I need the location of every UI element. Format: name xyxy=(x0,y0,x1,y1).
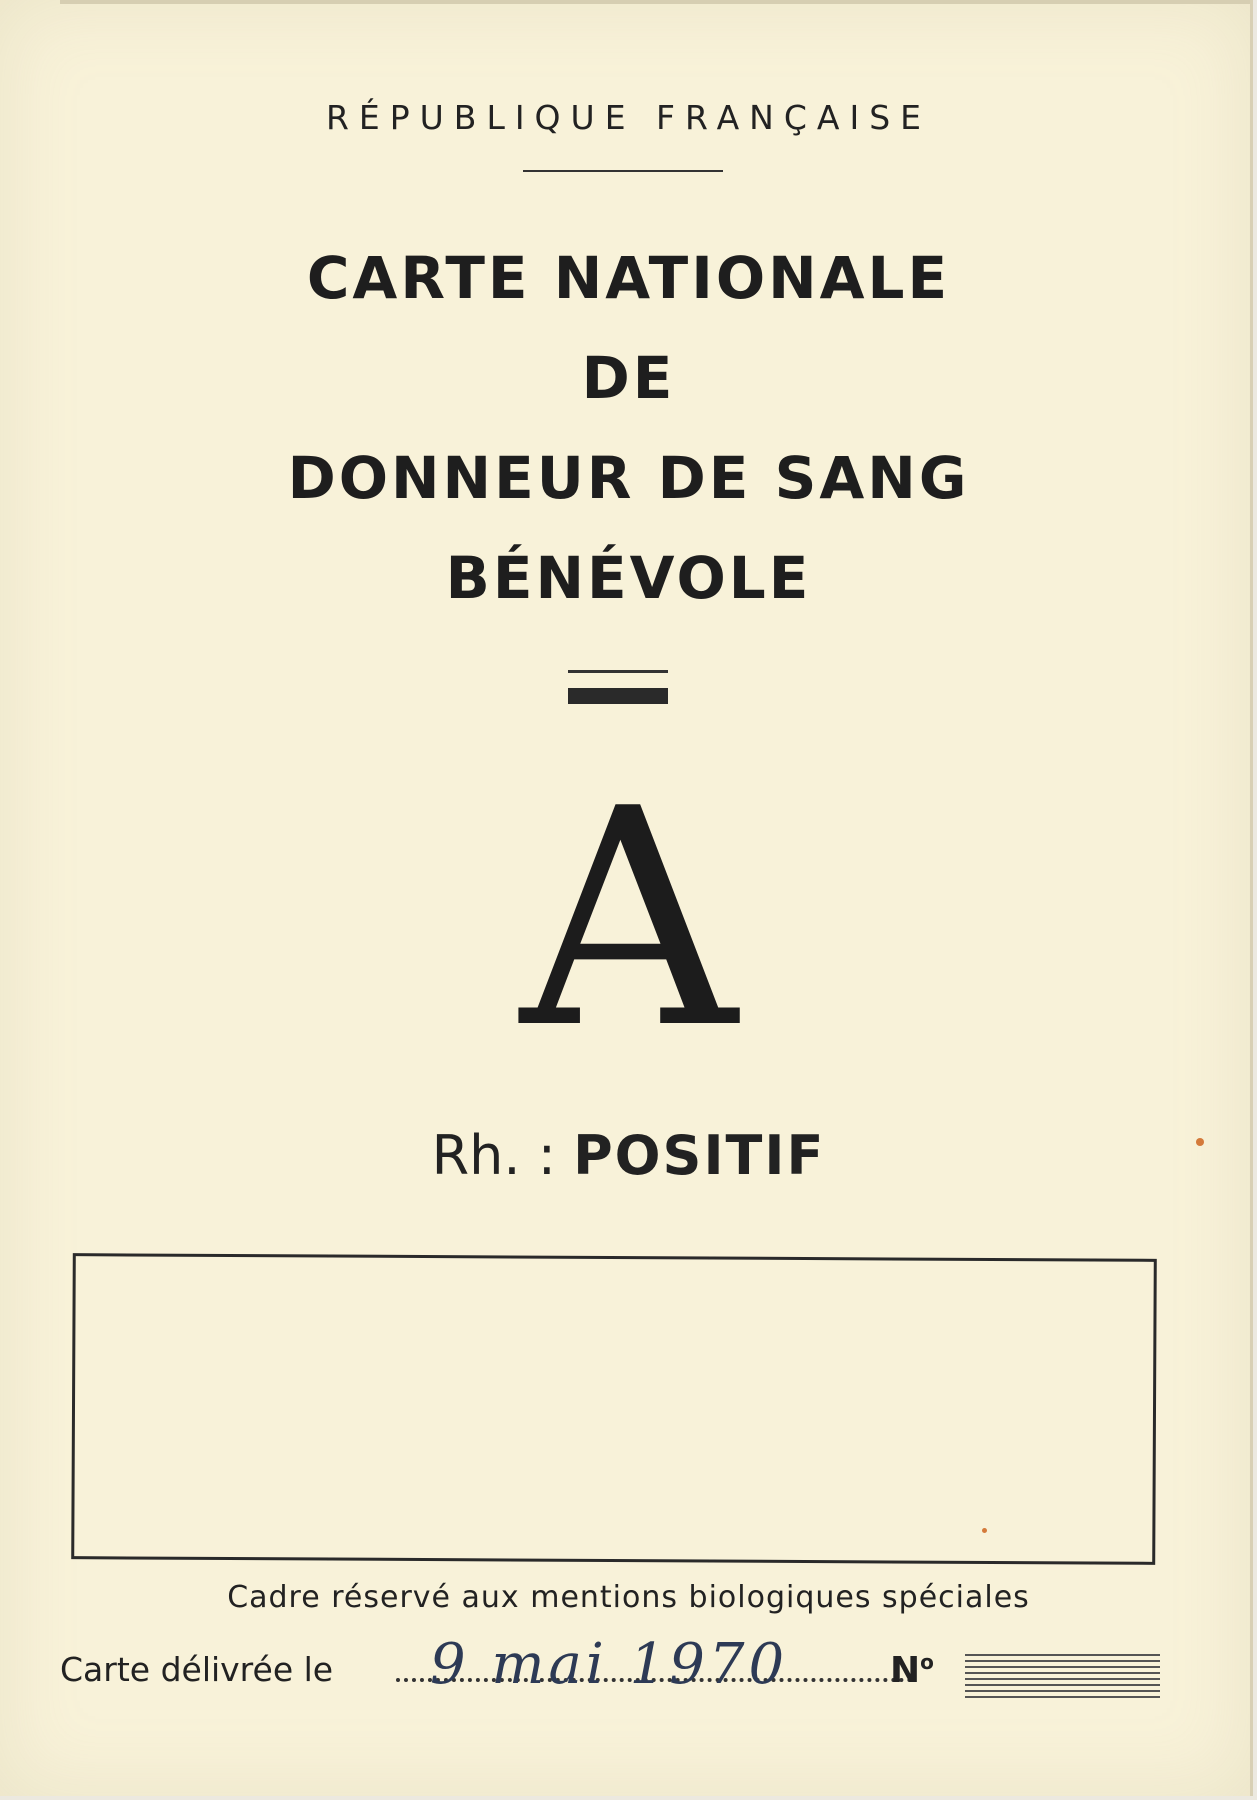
title-line-2: DE xyxy=(581,344,676,412)
paper-speck xyxy=(982,1528,987,1533)
card-number-sup: o xyxy=(920,1650,934,1674)
title-line-4: BÉNÉVOLE xyxy=(445,544,812,612)
title-line-1: CARTE NATIONALE xyxy=(306,244,951,312)
country-heading: RÉPUBLIQUE FRANÇAISE xyxy=(325,98,932,137)
divider-thick-bar xyxy=(568,688,668,704)
card-number-label xyxy=(890,1650,934,1691)
title-line-3: DONNEUR DE SANG xyxy=(287,444,970,512)
issue-row xyxy=(60,1632,1160,1720)
divider-thin-bar xyxy=(568,670,668,673)
blood-group-letter: A xyxy=(520,745,737,1094)
issue-date-label: Carte délivrée le xyxy=(60,1650,334,1689)
card-number-hatched-field xyxy=(965,1654,1160,1698)
biological-notes-caption: Cadre réservé aux mentions biologiques spéciales xyxy=(227,1580,1030,1615)
issue-date-handwritten: 9 mai 1970 xyxy=(430,1632,789,1697)
paper-speck xyxy=(1196,1138,1204,1146)
card-number-letter: N xyxy=(890,1650,921,1691)
heading-rule xyxy=(523,170,723,172)
ornamental-divider xyxy=(568,670,668,714)
rh-factor xyxy=(0,1124,1257,1187)
card-edge xyxy=(60,0,1250,4)
rh-label: Rh. : xyxy=(431,1124,556,1187)
rh-value: POSITIF xyxy=(573,1124,826,1187)
biological-notes-box xyxy=(71,1253,1157,1565)
